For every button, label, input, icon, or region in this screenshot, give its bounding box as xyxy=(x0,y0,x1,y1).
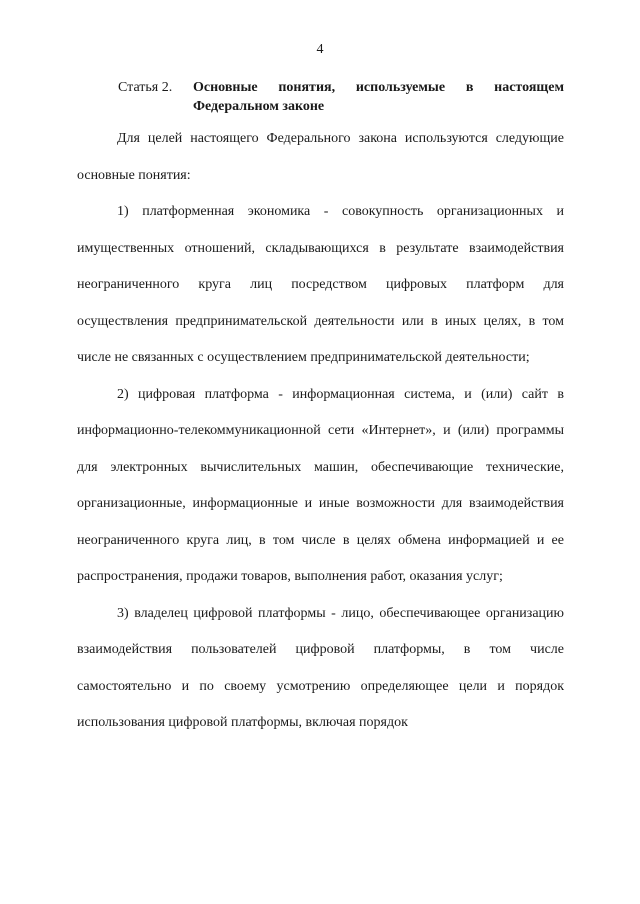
paragraph-intro: Для целей настоящего Федерального закона используются следующие основные понятия: xyxy=(77,131,564,183)
article-label: Статья 2. xyxy=(118,80,173,95)
article-title: Основные понятия, используемые в настоящем Федеральном законе xyxy=(193,80,564,114)
paragraph-definition-3: 3) владелец цифровой платформы - лицо, обеспечивающее организацию взаимодействия пользователей цифровой платформы, в том числе самостоятельно и по своему усмотрению определяющее цели и порядок использования цифровой платформы, включая порядок xyxy=(77,605,564,730)
paragraph-definition-2: 2) цифровая платформа - информационная система, и (или) сайт в информационно-телекоммуникационной сети «Интернет», и (или) программы для электронных вычислительных машин, обеспечивающие технические, организационные, информационные и иные возможности для взаимодействия неограниченного круга лиц, в том числе в целях обмена информацией и ее распространения, продажи товаров, выполнения работ, оказания услуг; xyxy=(77,386,564,584)
paragraph-definition-1: 1) платформенная экономика - совокупность организационных и имущественных отношений, складывающихся в результате взаимодействия неограниченного круга лиц посредством цифровых платформ для осуществления предпринимательской деятельности или в иных целях, в том числе не связанных с осуществлением предпринимательской деятельности; xyxy=(77,204,564,365)
page-number: 4 xyxy=(316,42,324,57)
document-body xyxy=(77,121,564,742)
article-heading xyxy=(118,78,564,116)
